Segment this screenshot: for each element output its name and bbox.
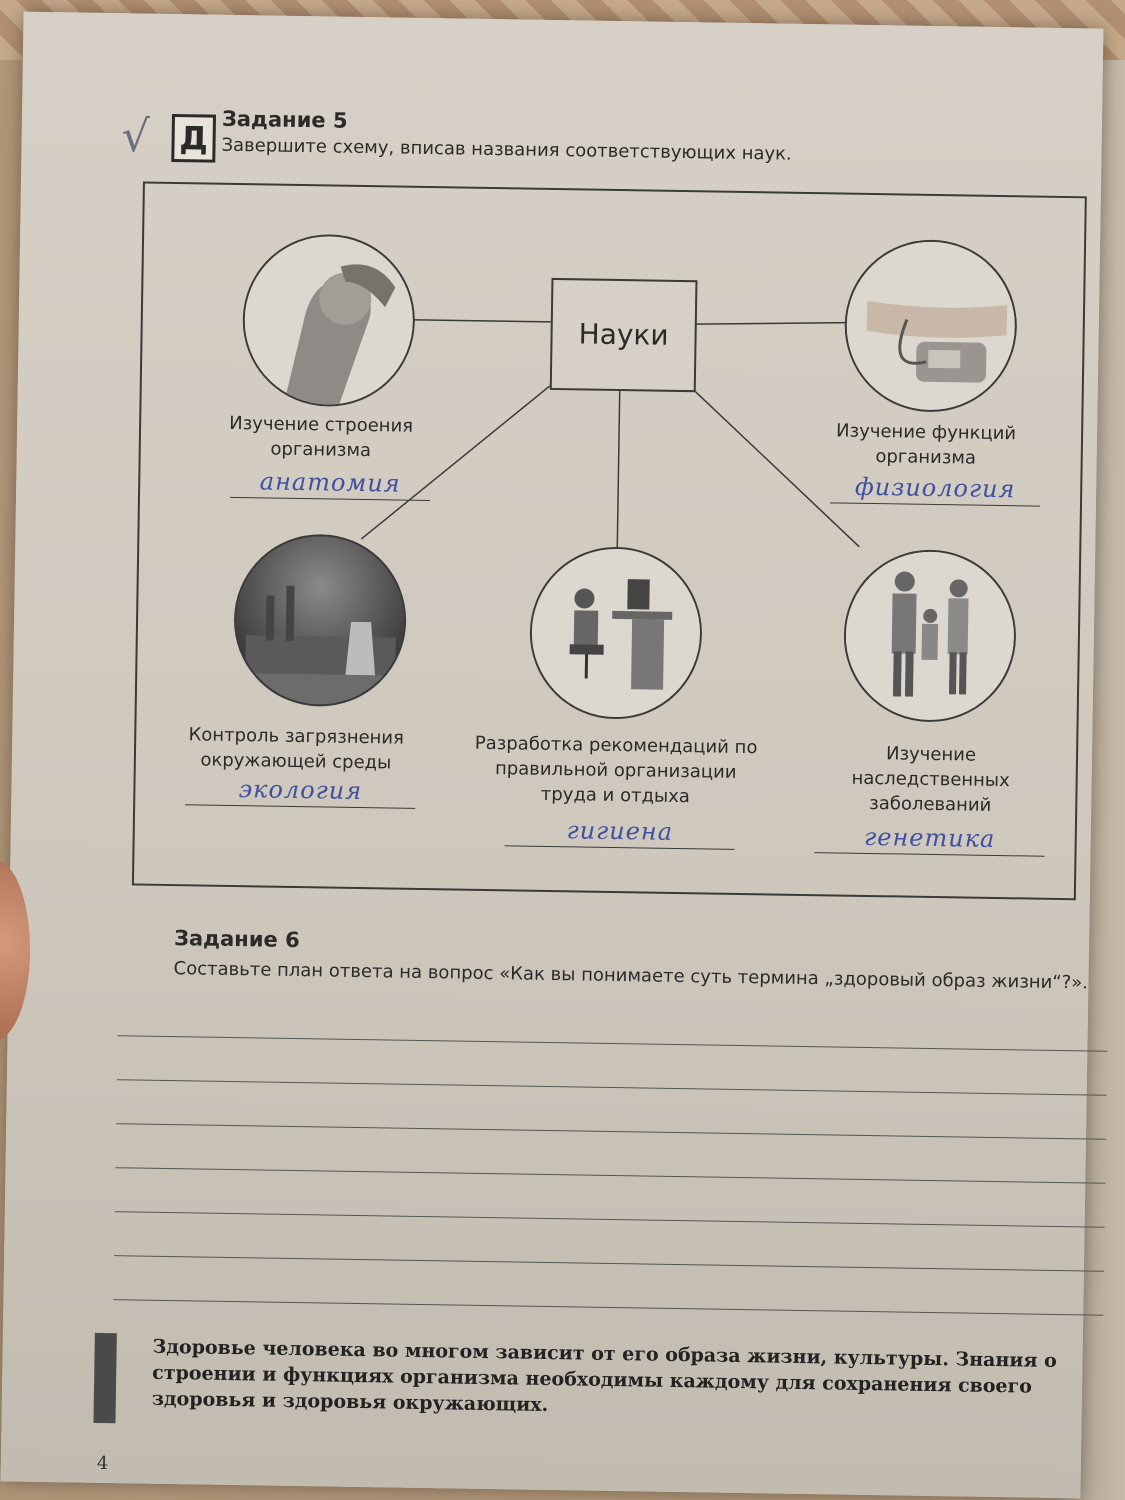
- sciences-diagram: [132, 182, 1087, 901]
- sciences-center-box: Науки: [550, 278, 698, 392]
- caption-environment: Контроль загрязнения окружающей среды: [188, 724, 405, 774]
- task-badge: Д: [171, 114, 216, 163]
- task5-instruction: Завершите схему, вписав названия соответствующих наук.: [221, 134, 792, 165]
- footer-accent-bar: [93, 1333, 116, 1423]
- answer-line[interactable]: [115, 1211, 1105, 1228]
- caption-hygiene: Разработка рекомендаций по правильной организации труда и отдыха: [474, 732, 758, 808]
- answer-line[interactable]: [115, 1167, 1105, 1184]
- answer-genetics: генетика: [863, 822, 996, 853]
- answer-line[interactable]: [113, 1299, 1103, 1316]
- caption-structure: Изучение строения организма: [229, 412, 414, 462]
- answer-functions: физиология: [854, 472, 1016, 504]
- task6-question: Составьте план ответа на вопрос «Как вы понимаете суть термина „здоровый образ жизни“?».: [173, 958, 1089, 994]
- answer-line[interactable]: [118, 1035, 1108, 1052]
- answer-structure: анатомия: [259, 467, 401, 498]
- answer-line[interactable]: [117, 1079, 1107, 1096]
- task6-title: Задание 6: [173, 926, 300, 953]
- answer-hygiene: гигиена: [566, 816, 674, 846]
- task5-title: Задание 5: [221, 106, 348, 133]
- checkmark-icon: √: [121, 111, 151, 163]
- footer-note: Здоровье человека во многом зависит от его образа жизни, культуры. Знания о строении и функциях организма необходимы каждому для сохранения своего здоровья и здоровья окружающих.: [151, 1335, 1057, 1417]
- answer-environment: экология: [238, 775, 363, 806]
- answer-line[interactable]: [116, 1123, 1106, 1140]
- caption-functions: Изучение функций организма: [835, 420, 1017, 469]
- page-number: 4: [96, 1452, 109, 1475]
- answer-line[interactable]: [114, 1255, 1104, 1272]
- caption-genetics: Изучение наследственных заболеваний: [851, 743, 1010, 816]
- workbook-page: [1, 12, 1104, 1499]
